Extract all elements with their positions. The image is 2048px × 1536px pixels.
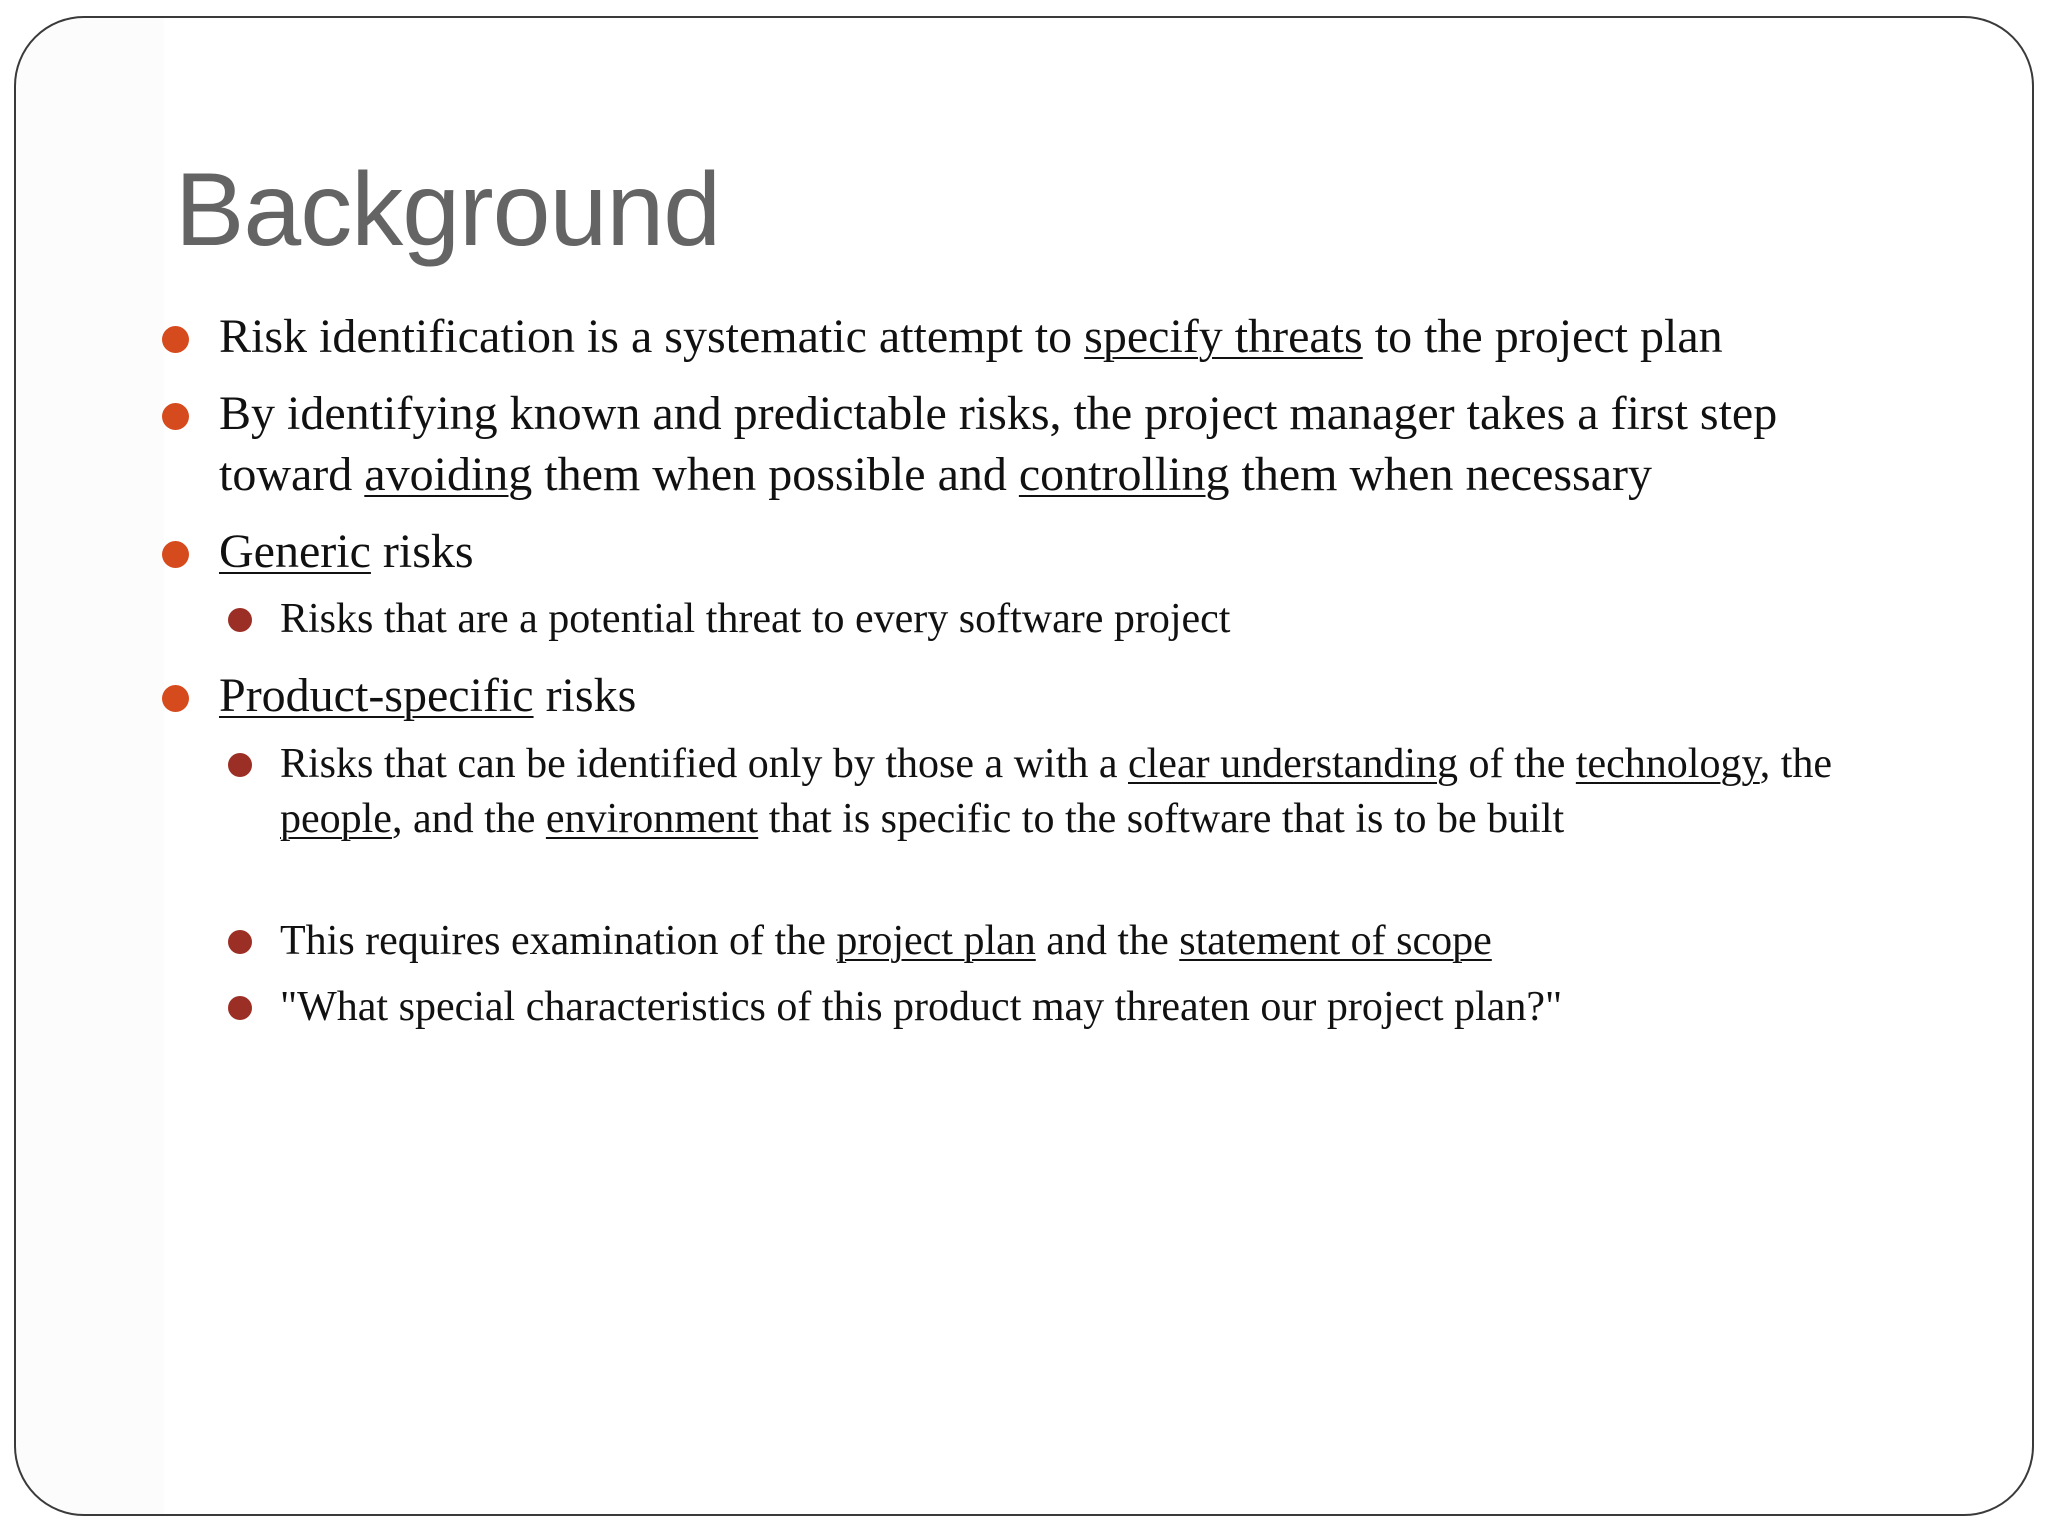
underlined-term-product-specific: Product-specific bbox=[219, 669, 534, 722]
bullet-text: This requires examination of the bbox=[280, 918, 837, 964]
bullet-text: risks bbox=[533, 669, 637, 722]
underlined-term-clear-understanding: clear understanding bbox=[1128, 741, 1459, 787]
bullet-text: to the project plan bbox=[1362, 310, 1723, 363]
bullet-identifying-risks bbox=[219, 383, 1859, 505]
underlined-term-specify-threats: specify threats bbox=[1084, 310, 1363, 363]
bullet-dot-icon bbox=[162, 541, 189, 568]
underlined-term-statement-of-scope: statement of scope bbox=[1179, 918, 1492, 964]
bullet-text: Risks that are a potential threat to every software project bbox=[280, 596, 1231, 642]
bullet-dot-icon bbox=[162, 685, 189, 712]
underlined-term-avoiding: avoiding bbox=[364, 448, 533, 501]
underlined-term-controlling: controlling bbox=[1018, 448, 1230, 501]
subbullet-generic-definition bbox=[280, 592, 1870, 647]
bullet-risk-identification bbox=[219, 306, 1859, 367]
bullet-text: , and the bbox=[391, 796, 546, 842]
bullet-text: them when possible and bbox=[532, 448, 1019, 501]
bullet-text: of the bbox=[1458, 741, 1576, 787]
bullet-dot-icon bbox=[162, 326, 189, 353]
sub-bullet-dot-icon bbox=[228, 996, 252, 1020]
sub-bullet-dot-icon bbox=[228, 930, 252, 954]
bullet-text: that is specific to the software that is to be built bbox=[758, 796, 1565, 842]
subbullet-product-specific-definition bbox=[280, 737, 1870, 847]
bullet-text: "What special characteristics of this product may threaten our project plan?" bbox=[280, 984, 1563, 1030]
underlined-term-environment: environment bbox=[545, 796, 759, 842]
sub-bullet-dot-icon bbox=[228, 608, 252, 632]
underlined-term-people: people bbox=[280, 796, 392, 842]
bullet-text: them when necessary bbox=[1229, 448, 1653, 501]
underlined-term-technology: technology bbox=[1575, 741, 1760, 787]
bullet-text: and the bbox=[1035, 918, 1180, 964]
underlined-term-generic: Generic bbox=[219, 525, 371, 578]
bullet-text: Risks that can be identified only by those a with a bbox=[280, 741, 1128, 787]
subbullet-question bbox=[280, 980, 1870, 1035]
bullet-generic-risks bbox=[219, 521, 1859, 582]
bullet-text: Risk identification is a systematic attempt to bbox=[219, 310, 1085, 363]
bullet-text: , the bbox=[1759, 741, 1833, 787]
subbullet-examination bbox=[280, 914, 1870, 969]
bullet-text: risks bbox=[370, 525, 474, 578]
sub-bullet-dot-icon bbox=[228, 753, 252, 777]
bullet-product-specific-risks bbox=[219, 665, 1859, 726]
bullet-text: By identifying known and predictable risks, the project manager takes a first step toward bbox=[219, 387, 1778, 501]
bullet-dot-icon bbox=[162, 403, 189, 430]
slide-title: Background bbox=[175, 152, 721, 268]
underlined-term-project-plan: project plan bbox=[836, 918, 1036, 964]
